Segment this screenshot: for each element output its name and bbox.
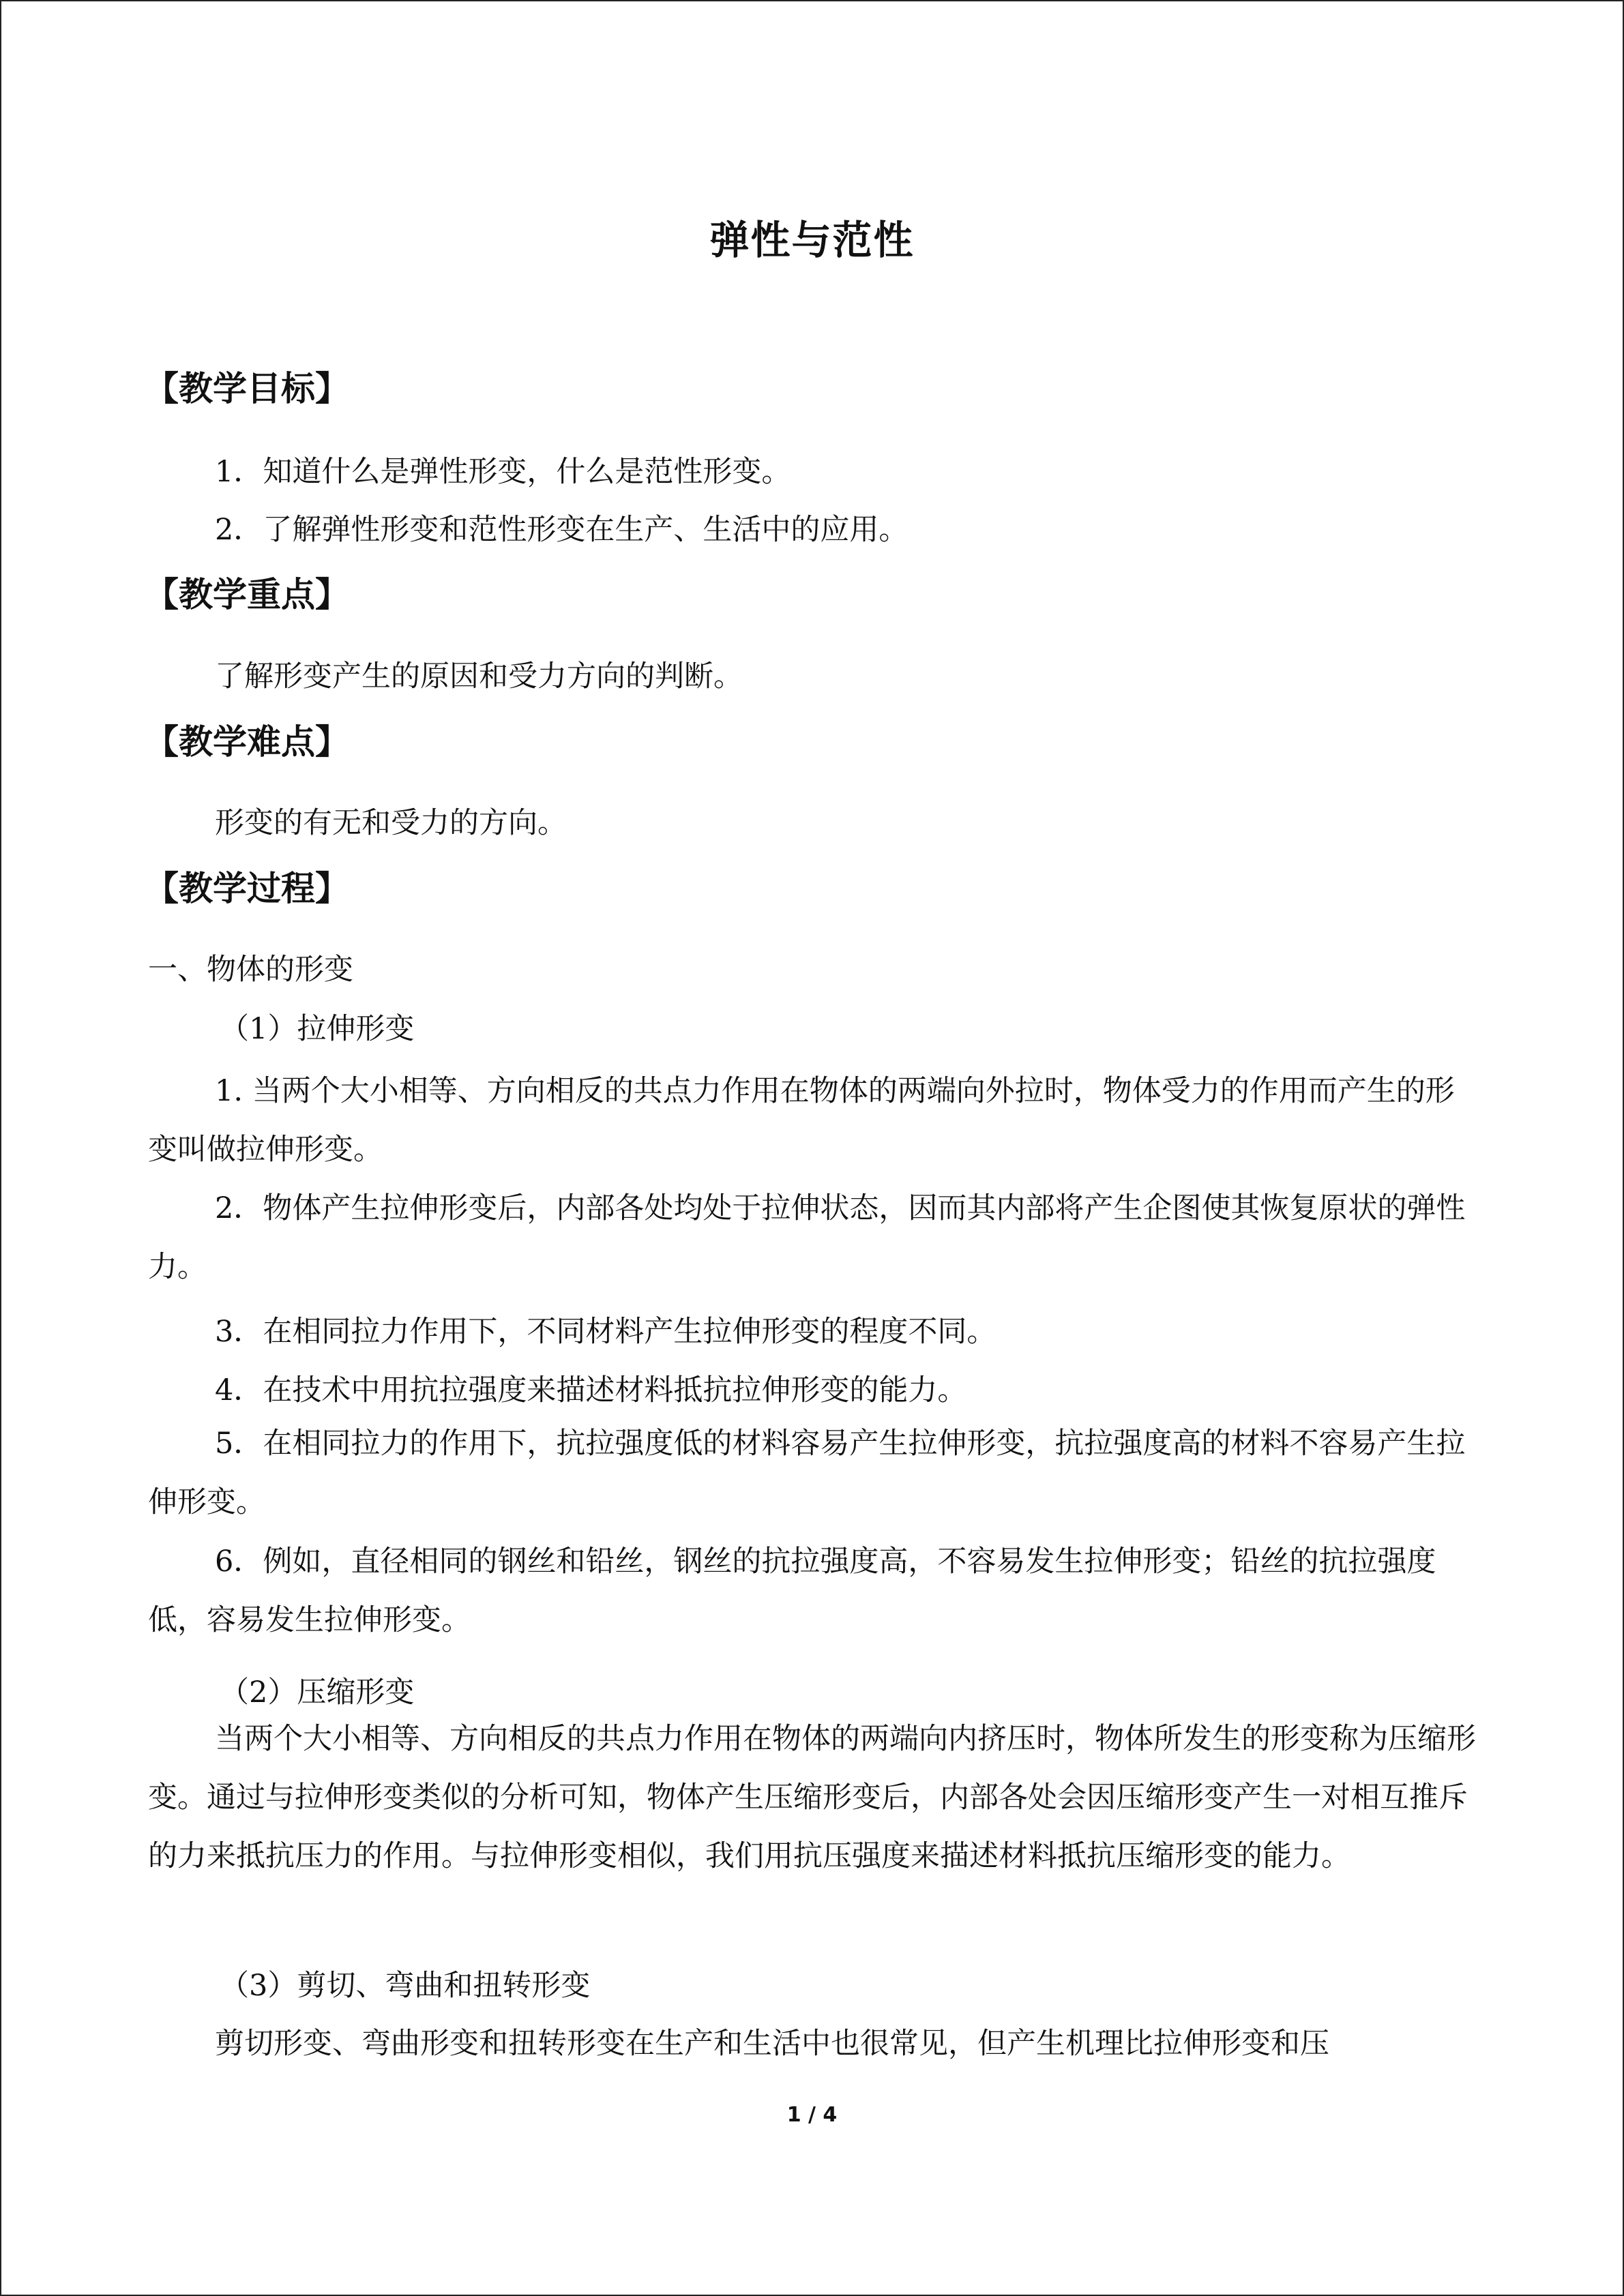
- tension-item: 5．在相同拉力的作用下，抗拉强度低的材料容易产生拉伸形变，抗拉强度高的材料不容易产生拉伸形变。: [148, 1427, 1466, 1519]
- objective-item: 1．知道什么是弹性形变，什么是范性形变。: [215, 455, 791, 489]
- tension-item: 3．在相同拉力作用下，不同材料产生拉伸形变的程度不同。: [215, 1315, 996, 1349]
- compression-text: 当两个大小相等、方向相反的共点力作用在物体的两端向内挤压时，物体所发生的形变称为压缩形变。通过与拉伸形变类似的分析可知，物体产生压缩形变后，内部各处会因压缩形变产生一对相互推斥的力来抵抗压力的作用。与拉伸形变相似，我们用抗压强度来描述材料抵抗压缩形变的能力。: [148, 1722, 1476, 1873]
- difficulties-text: 形变的有无和受力的方向。: [215, 806, 567, 840]
- process-part-title: 一、物体的形变: [148, 953, 353, 987]
- shear-text: 剪切形变、弯曲形变和扭转形变在生产和生活中也很常见，但产生机理比拉伸形变和压: [215, 2027, 1329, 2061]
- tension-item: 4．在技术中用抗拉强度来描述材料抵抗拉伸形变的能力。: [215, 1373, 967, 1407]
- section-heading-key-points: 【教学重点】: [145, 575, 349, 614]
- tension-subtitle: （1）拉伸形变: [220, 1012, 415, 1046]
- objective-item: 2．了解弹性形变和范性形变在生产、生活中的应用。: [215, 513, 909, 547]
- page-number: 1 / 4: [786, 2103, 838, 2127]
- key-points-text: 了解形变产生的原因和受力方向的判断。: [215, 659, 743, 694]
- document-title: 弹性与范性: [709, 217, 915, 263]
- tension-item: 2．物体产生拉伸形变后，内部各处均处于拉伸状态，因而其内部将产生企图使其恢复原状的弹性力。: [148, 1191, 1466, 1284]
- compression-subtitle: （2）压缩形变: [220, 1675, 415, 1710]
- tension-item: 1. 当两个大小相等、方向相反的共点力作用在物体的两端向外拉时，物体受力的作用而产生的形变叫做拉伸形变。: [148, 1074, 1455, 1167]
- tension-item: 6．例如，直径相同的钢丝和铅丝，钢丝的抗拉强度高，不容易发生拉伸形变；铅丝的抗拉强度低，容易发生拉伸形变。: [148, 1545, 1436, 1637]
- section-heading-objectives: 【教学目标】: [145, 369, 349, 408]
- shear-subtitle: （3）剪切、弯曲和扭转形变: [220, 1969, 591, 2003]
- section-heading-difficulties: 【教学难点】: [145, 722, 349, 762]
- section-heading-process: 【教学过程】: [145, 869, 349, 908]
